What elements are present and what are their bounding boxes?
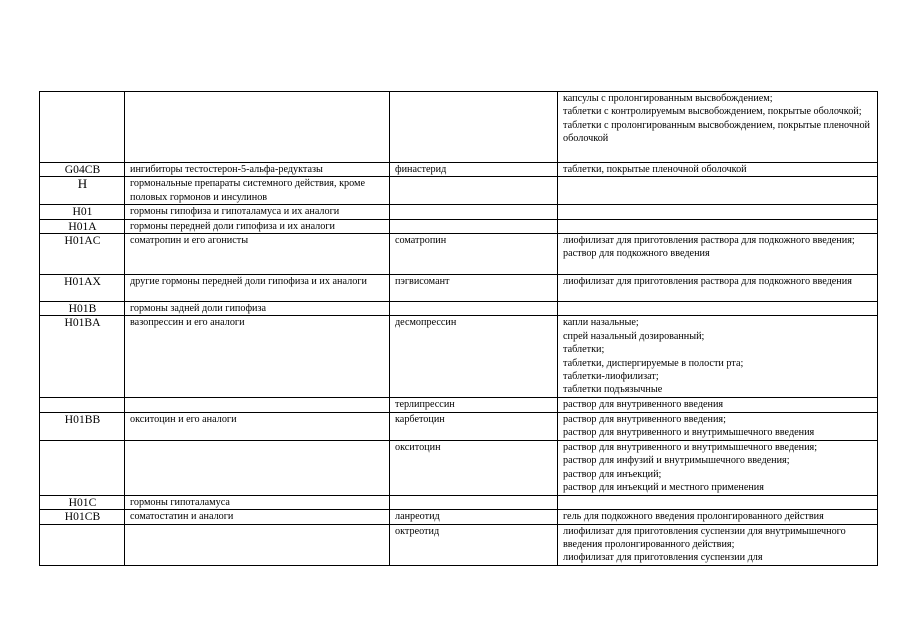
drug-substance-cell xyxy=(390,495,558,509)
anatomical-therapeutic-group-cell xyxy=(125,398,390,412)
drug-substance-cell: карбетоцин xyxy=(390,412,558,440)
anatomical-therapeutic-group-cell: соматостатин и аналоги xyxy=(125,510,390,524)
dosage-form-line: таблетки, диспергируемые в полости рта; xyxy=(563,357,744,369)
dosage-form-line: раствор для инъекций; xyxy=(563,468,662,480)
dosage-form-line: раствор для внутривенного введения xyxy=(563,399,724,411)
dosage-form-line: раствор для внутривенного и внутримышечного введения xyxy=(563,427,815,439)
dosage-form-line: таблетки подъязычные xyxy=(563,384,663,396)
anatomical-therapeutic-group-cell: окситоцин и его аналоги xyxy=(125,412,390,440)
anatomical-therapeutic-group-cell: гормональные препараты системного действия, кроме половых гормонов и инсулинов xyxy=(125,177,390,205)
dosage-forms-cell xyxy=(558,234,878,275)
dosage-forms-cell xyxy=(558,398,878,412)
table-row xyxy=(40,510,878,524)
anatomical-therapeutic-group-cell: гормоны задней доли гипофиза xyxy=(125,302,390,316)
table-row xyxy=(40,495,878,509)
table-row xyxy=(40,92,878,163)
drug-substance-cell xyxy=(390,219,558,233)
table-row xyxy=(40,302,878,316)
atc-code-cell: H01AC xyxy=(40,234,125,275)
dosage-form-line: таблетки, покрытые пленочной оболочкой xyxy=(563,164,747,175)
dosage-form-line: капсулы с пролонгированным высвобождением; xyxy=(563,93,773,104)
drug-substance-cell: финастерид xyxy=(390,163,558,177)
dosage-forms-cell xyxy=(558,412,878,440)
atc-code-cell: H01BB xyxy=(40,412,125,440)
atc-code-cell: H01BA xyxy=(40,316,125,398)
table-row xyxy=(40,163,878,177)
anatomical-therapeutic-group-cell: соматропин и его агонисты xyxy=(125,234,390,275)
drug-substance-cell xyxy=(390,302,558,316)
table-row xyxy=(40,205,878,219)
atc-code-cell xyxy=(40,92,125,163)
atc-code-cell: H xyxy=(40,177,125,205)
drug-classification-table xyxy=(39,91,878,566)
table-row xyxy=(40,440,878,495)
dosage-forms-cell xyxy=(558,275,878,302)
table-row xyxy=(40,275,878,302)
dosage-forms-cell xyxy=(558,510,878,524)
dosage-forms-cell xyxy=(558,302,878,316)
table-row xyxy=(40,219,878,233)
drug-substance-cell: ланреотид xyxy=(390,510,558,524)
drug-substance-cell: октреотид xyxy=(390,524,558,565)
dosage-form-line: раствор для инфузий и внутримышечного введения; xyxy=(563,455,790,467)
atc-code-cell: H01 xyxy=(40,205,125,219)
table-body xyxy=(40,92,878,566)
dosage-forms-cell xyxy=(558,163,878,177)
table-row xyxy=(40,234,878,275)
drug-substance-cell: терлипрессин xyxy=(390,398,558,412)
anatomical-therapeutic-group-cell: другие гормоны передней доли гипофиза и их аналоги xyxy=(125,275,390,302)
dosage-form-line: спрей назальный дозированный; xyxy=(563,330,705,342)
drug-substance-cell xyxy=(390,205,558,219)
dosage-form-line: раствор для внутривенного и внутримышечного введения; xyxy=(563,441,818,453)
dosage-forms-cell xyxy=(558,440,878,495)
anatomical-therapeutic-group-cell: гормоны гипофиза и гипоталамуса и их аналоги xyxy=(125,205,390,219)
dosage-form-line: лиофилизат для приготовления раствора для подкожного введения xyxy=(563,276,852,288)
table-row xyxy=(40,524,878,565)
dosage-forms-cell xyxy=(558,316,878,398)
dosage-form-line: таблетки; xyxy=(563,344,605,356)
drug-substance-cell: пэгвисомант xyxy=(390,275,558,302)
dosage-form-line: раствор для подкожного введения xyxy=(563,248,710,260)
anatomical-therapeutic-group-cell xyxy=(125,92,390,163)
table-row xyxy=(40,316,878,398)
anatomical-therapeutic-group-cell: гормоны гипоталамуса xyxy=(125,495,390,509)
dosage-form-line: таблетки-лиофилизат; xyxy=(563,371,659,383)
atc-code-cell: G04CB xyxy=(40,163,125,177)
drug-substance-cell xyxy=(390,177,558,205)
dosage-form-line: лиофилизат для приготовления раствора для подкожного введения; xyxy=(563,235,855,247)
dosage-forms-cell xyxy=(558,177,878,205)
dosage-forms-cell xyxy=(558,524,878,565)
dosage-form-line: таблетки с контролируемым высвобождением, покрытые оболочкой; xyxy=(563,106,862,118)
anatomical-therapeutic-group-cell: ингибиторы тестостерон-5-альфа-редуктазы xyxy=(125,163,390,177)
dosage-form-line: таблетки с пролонгированным высвобождением, покрытые пленочной оболочкой xyxy=(563,119,873,145)
atc-code-cell: H01C xyxy=(40,495,125,509)
dosage-forms-cell xyxy=(558,219,878,233)
dosage-form-line: раствор для внутривенного введения; xyxy=(563,413,726,425)
dosage-form-line: гель для подкожного введения пролонгированного действия xyxy=(563,511,824,523)
dosage-forms-cell xyxy=(558,495,878,509)
dosage-form-line: лиофилизат для приготовления суспензии для xyxy=(563,552,763,564)
atc-code-cell xyxy=(40,398,125,412)
atc-code-cell xyxy=(40,440,125,495)
atc-code-cell: H01B xyxy=(40,302,125,316)
anatomical-therapeutic-group-cell: гормоны передней доли гипофиза и их аналоги xyxy=(125,219,390,233)
anatomical-therapeutic-group-cell xyxy=(125,524,390,565)
drug-substance-cell: окситоцин xyxy=(390,440,558,495)
table-row xyxy=(40,177,878,205)
dosage-forms-cell xyxy=(558,92,878,163)
atc-code-cell: H01CB xyxy=(40,510,125,524)
anatomical-therapeutic-group-cell xyxy=(125,440,390,495)
atc-code-cell: H01A xyxy=(40,219,125,233)
table-row xyxy=(40,412,878,440)
dosage-form-line: капли назальные; xyxy=(563,317,639,329)
drug-substance-cell: десмопрессин xyxy=(390,316,558,398)
atc-code-cell: H01AX xyxy=(40,275,125,302)
dosage-form-line: лиофилизат для приготовления суспензии для внутримышечного введения пролонгированного действия; xyxy=(563,525,849,551)
dosage-form-line: раствор для инъекций и местного применения xyxy=(563,482,764,494)
anatomical-therapeutic-group-cell: вазопрессин и его аналоги xyxy=(125,316,390,398)
drug-substance-cell: соматропин xyxy=(390,234,558,275)
dosage-forms-cell xyxy=(558,205,878,219)
atc-code-cell xyxy=(40,524,125,565)
table-row xyxy=(40,398,878,412)
drug-substance-cell xyxy=(390,92,558,163)
